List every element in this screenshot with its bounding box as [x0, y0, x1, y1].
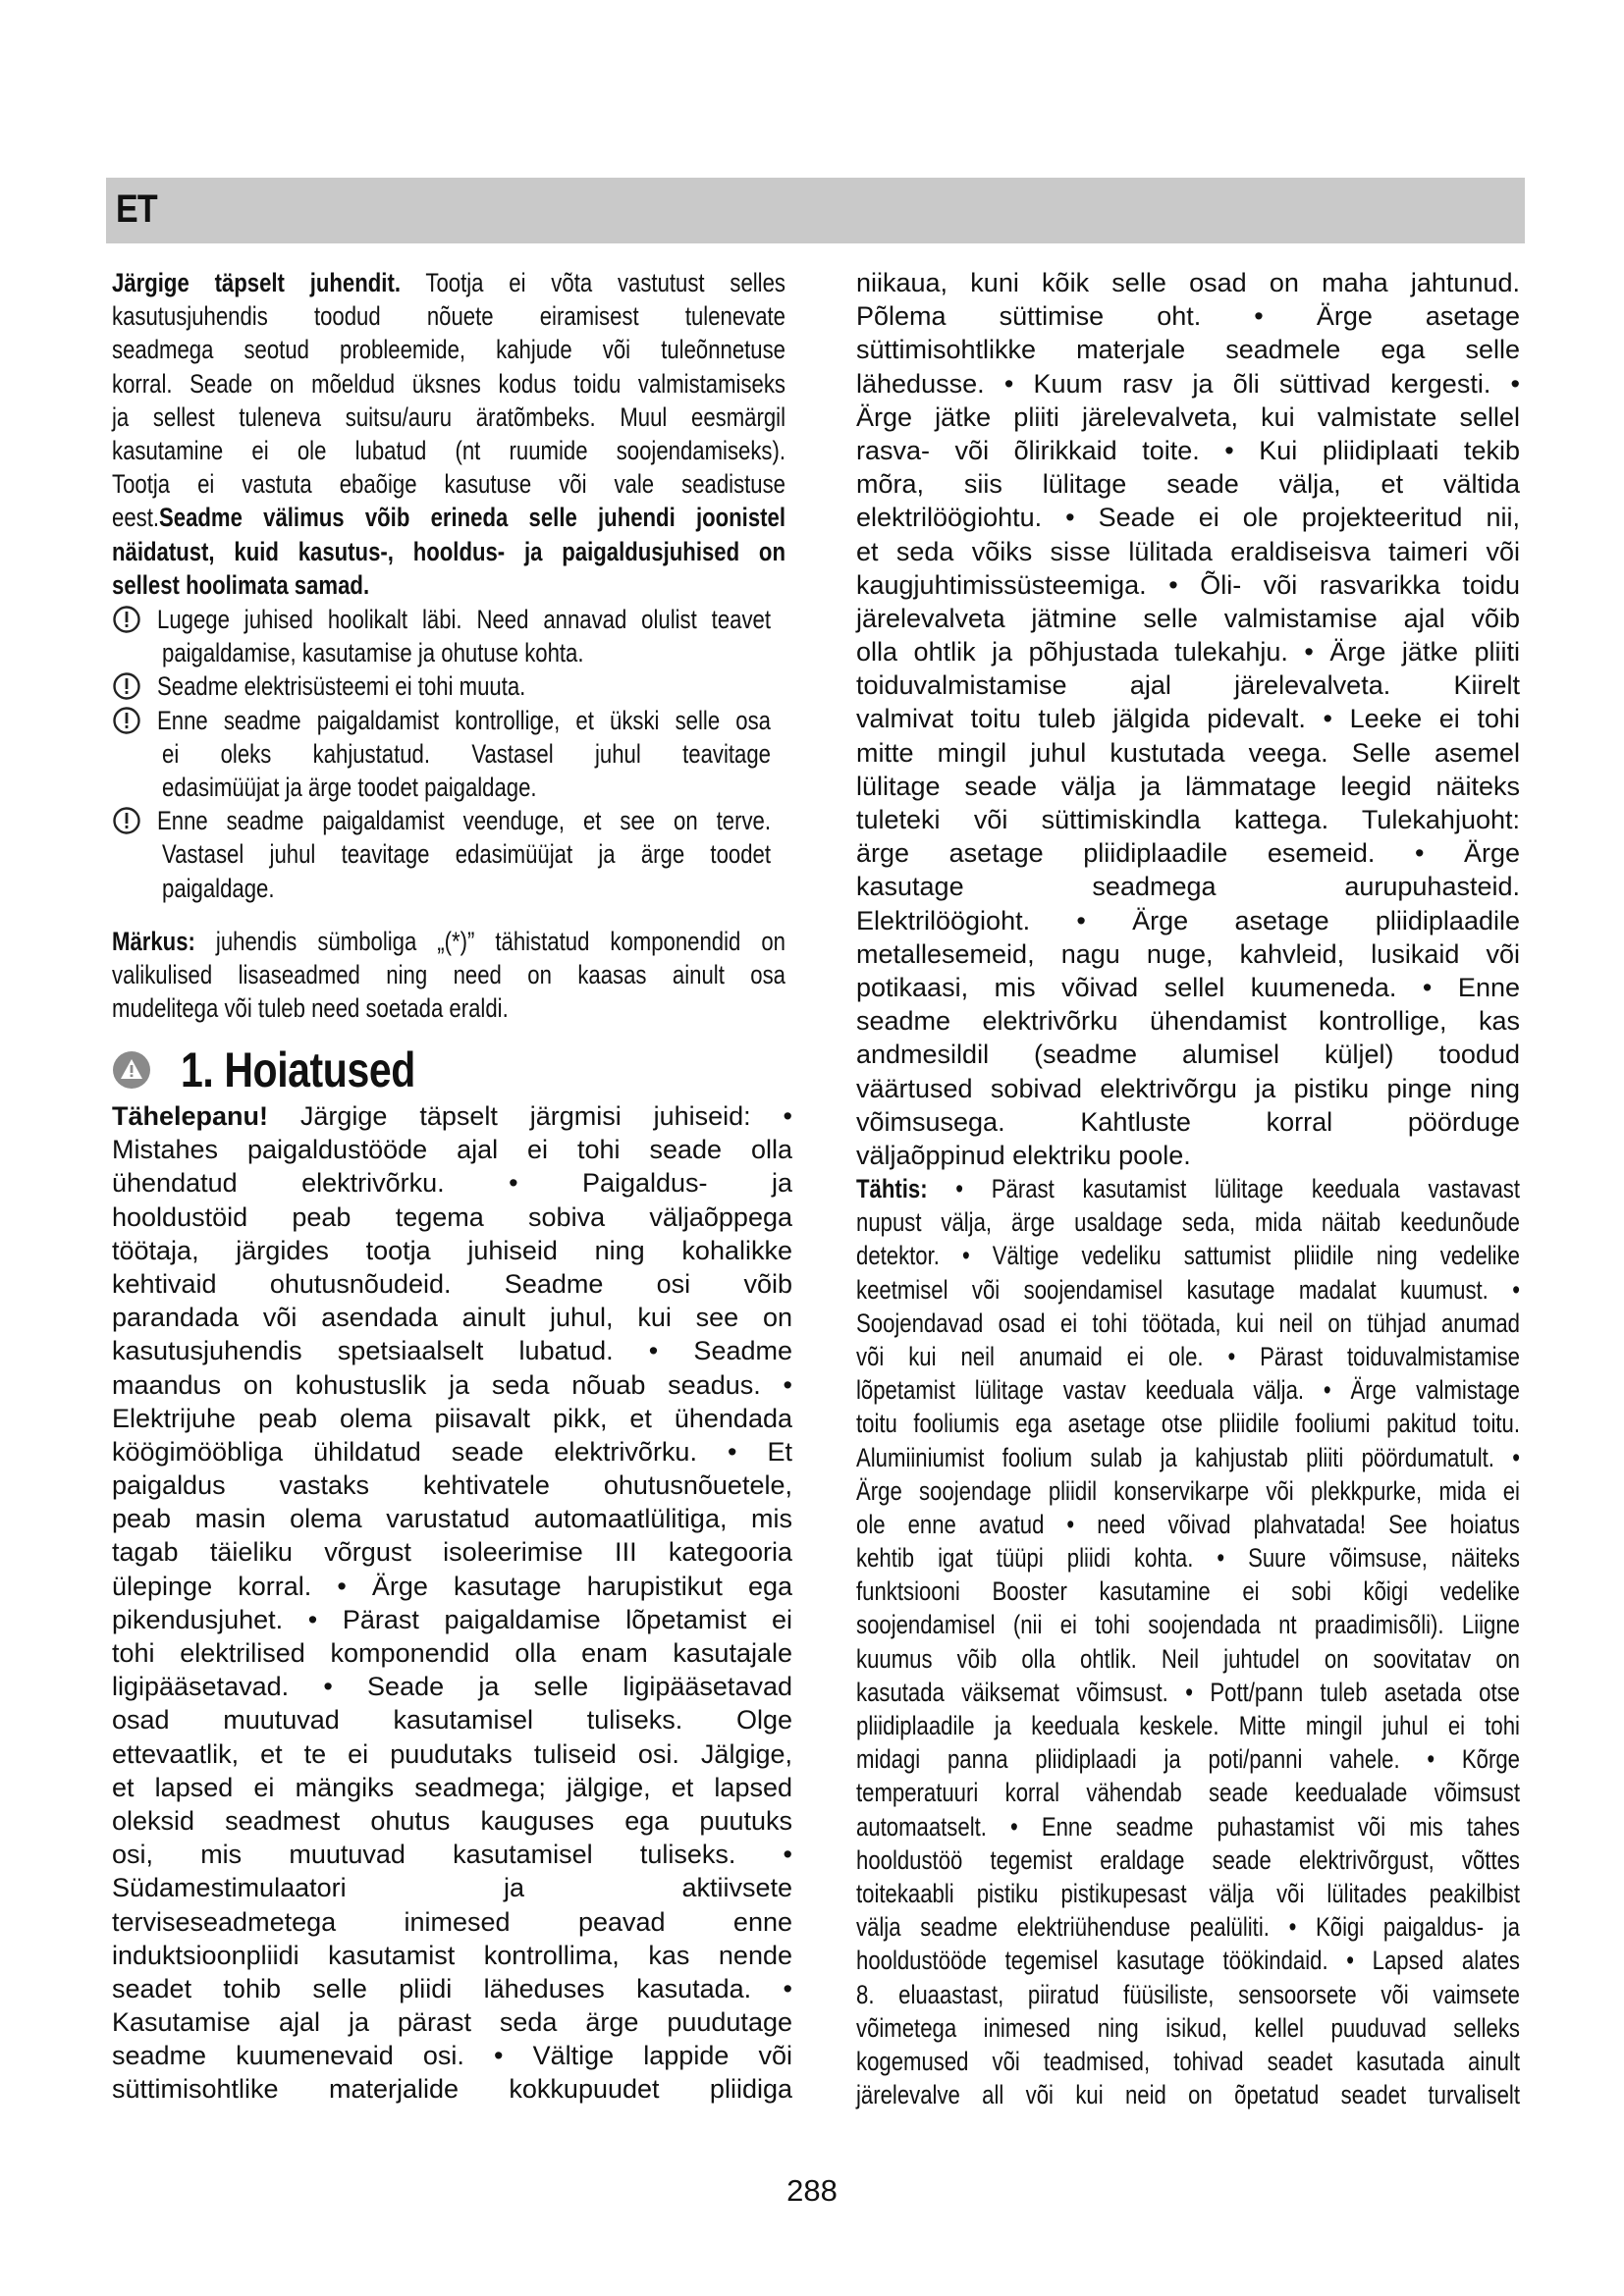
text: paigaldus vastaks kehtivatele ohutusnõuetele, — [112, 1470, 792, 1501]
text: töötaja, järgides tootja juhiseid ning kohalikke — [112, 1235, 792, 1265]
text: Järgige täpselt järgmisi juhiseid: • — [268, 1101, 792, 1131]
text: terviseseadmetega inimesed peavad enne — [112, 1906, 792, 1937]
text: seadmega seotud probleemide, kahjude või tuleõnnetuse — [112, 335, 785, 365]
text-line — [112, 1502, 792, 1535]
text: juhendis sümboliga „(*)” tähistatud komponendid on — [194, 927, 785, 956]
text: Enne seadme paigaldamist veenduge, et see on terve. — [157, 806, 771, 836]
text: ole enne avatud • need võivad plahvatada! See hoiatus — [856, 1509, 1520, 1539]
text-line — [856, 1373, 1520, 1407]
text: soojendamisel (nii ei tohi soojendada nt praadimisõli). Liigne — [856, 1610, 1520, 1640]
text-line — [856, 1676, 1520, 1709]
text: korral. Seade on mõeldud üksnes kodus toidu valmistamiseks — [112, 368, 785, 399]
text: kaugjuhtimissüsteemiga. • Õli- või rasvarikka toidu — [856, 569, 1520, 600]
text-line — [856, 266, 1520, 299]
text: paigaldamise, kasutamise ja ohutuse kohta. — [162, 638, 584, 668]
text: paigaldage. — [162, 873, 275, 903]
text: ja sellest tuleneva suitsu/auru äratõmbeks. Muul eesmärgil — [112, 401, 785, 432]
text-line — [856, 2078, 1520, 2111]
text: osad muutuvad kasutamisel tuliseks. Olge — [112, 1705, 792, 1735]
bold-text: Märkus: — [112, 927, 195, 956]
text-line — [112, 1570, 792, 1603]
text-line — [112, 299, 785, 333]
text-line — [112, 1099, 792, 1133]
text-line — [112, 1972, 792, 2005]
text: tagab täieliku võrgust isoleerimise III kategooria — [112, 1537, 792, 1568]
text: võimsusega. Kahtluste korral pöörduge — [856, 1106, 1520, 1137]
text-line — [856, 467, 1520, 501]
text: hooldustööde tegemisel kasutage töökindaid. • Lapsed alates — [856, 1946, 1520, 1976]
text: või kui neil anumaid ei ole. • Pärast toiduvalmistamise — [856, 1341, 1520, 1371]
text: parandada või asendada ainult juhul, kui see on — [112, 1303, 792, 1333]
text-line — [856, 1508, 1520, 1541]
text: Enne seadme paigaldamist kontrollige, et ükski selle osa — [157, 705, 771, 735]
text: lähedusse. • Kuum rasv ja õli süttivad kergesti. • — [856, 368, 1520, 399]
text-line — [112, 1737, 792, 1771]
text-line — [856, 1944, 1520, 1977]
text-line — [856, 1307, 1520, 1340]
text: midagi panna pliidiplaadi ja poti/panni vahele. • Kõrge — [856, 1744, 1520, 1775]
text: ligipääsetavad. • Seade ja selle ligipääsetavad — [112, 1672, 792, 1702]
note-item — [112, 669, 789, 703]
text-line — [112, 266, 785, 299]
text: järelevalveta jätmine selle valmistamise ajal võib — [856, 603, 1520, 633]
text-line — [856, 2011, 1520, 2045]
text-line — [112, 1603, 792, 1636]
text: et lapsed ei mängiks seadmega; jälgige, et lapsed — [112, 1772, 792, 1802]
text-line — [112, 1905, 792, 1939]
important-paragraph — [856, 1172, 1624, 2111]
text: lülitage seade välja ja lämmatage leegid näiteks — [856, 771, 1520, 801]
text-line — [856, 1038, 1520, 1071]
text-line — [112, 367, 785, 400]
text: valikulised lisaseadmed ning need on kaasas ainult osa — [112, 960, 785, 990]
text: mõra, siis lülitage seade välja, et vältida — [856, 469, 1520, 500]
text-line — [112, 925, 785, 958]
page-number: 288 — [786, 2173, 838, 2208]
text: pikendusjuhet. • Pärast paigaldamise lõpetamist ei — [112, 1604, 792, 1634]
text-line — [112, 434, 785, 467]
text: lõpetamist lülitage vastav keeduala välja. • Ärge valmistage — [856, 1375, 1520, 1406]
text: toitekaabli pistiku pistikupesast välja või lülitades peakilbist — [856, 1878, 1520, 1908]
text-line — [856, 668, 1520, 702]
exclamation-circle-icon — [112, 806, 141, 835]
text-line — [112, 501, 785, 534]
text: Tootja ei vastuta ebaõige kasutuse või vale seadistuse — [112, 469, 785, 500]
text: potikaasi, mis võivad sellel kuumeneda. • Enne — [856, 972, 1520, 1002]
text: tuleteki või süttimiskindla kattega. Tulekahjuoht: — [856, 805, 1520, 834]
text: väljaõppinud elektriku poole. — [856, 1140, 1191, 1170]
text-line — [856, 1541, 1520, 1575]
text-line — [112, 2072, 792, 2106]
text-line — [856, 937, 1520, 971]
warnings-body-continued — [856, 266, 1520, 1172]
exclamation-circle-icon — [112, 605, 141, 634]
text: järelevalve all või kui neid on õpetatud seadet turvaliselt — [856, 2080, 1520, 2110]
text: olla ohtlik ja põhjustada tulekahju. • Ärge jätke pliiti — [856, 637, 1520, 667]
language-code: ET — [116, 187, 157, 231]
bold-text: sellest hoolimata samad. — [112, 569, 370, 600]
text: peab masin olema varustatud automaatlülitiga, mis — [112, 1504, 792, 1534]
text: Kasutamise ajal ja pärast seda ärge puudutage — [112, 2007, 792, 2038]
note-item — [112, 704, 789, 805]
text-line — [112, 1771, 792, 1804]
text: välja seadme elektriühenduse pealüliti. • Kõigi paigaldus- ja — [856, 1912, 1520, 1943]
text: Tootja ei võta vastutust selles — [400, 268, 785, 297]
text: detektor. • Vältige vedeliku sattumist pliidile ning vedelike — [856, 1241, 1520, 1271]
text-line — [856, 1205, 1520, 1239]
text-line — [856, 770, 1520, 803]
text-line — [856, 602, 1520, 635]
text-line — [856, 702, 1520, 735]
text-line — [856, 535, 1520, 568]
text-line — [162, 636, 771, 669]
text-line — [856, 1139, 1520, 1172]
text: andmesildil (seadme alumisel küljel) toodud — [856, 1040, 1520, 1070]
text: süttimisohtlike materjalide kokkupuudet pliidiga — [112, 2074, 792, 2105]
text-line — [157, 704, 771, 737]
text-line — [856, 1642, 1520, 1676]
text: toiduvalmistamise ajal järelevalveta. Kiirelt — [856, 670, 1520, 701]
text: võimetega inimesed ning isikud, kellel puuduvad selleks — [856, 2012, 1520, 2043]
exclamation-circle-icon — [112, 671, 141, 701]
text-line — [112, 1368, 792, 1402]
text-line — [157, 603, 771, 636]
text: kehtib igat tüüpi pliidi kohta. • Suure võimsuse, näiteks — [856, 1543, 1520, 1574]
bold-text: näidatust, kuid kasutus-, hooldus- ja paigaldusjuhised on — [112, 536, 785, 566]
text-line — [856, 1742, 1520, 1776]
text-line — [112, 958, 785, 991]
text: ei oleks kahjustatud. Vastasel juhul teavitage — [162, 738, 771, 769]
section-title: 1. Hoiatused — [181, 1042, 415, 1097]
text-line — [162, 837, 771, 871]
text: et seda võiks sisse lülitada eraldiseisva taimeri või — [856, 536, 1520, 566]
text-line — [856, 1709, 1520, 1742]
text-line — [112, 1402, 792, 1435]
text: kuumus võib olla ohtlik. Neil juhtudel on soovitatav on — [856, 1643, 1520, 1674]
text: mudelitega või tuleb need soetada eraldi. — [112, 993, 509, 1024]
text-line — [856, 1239, 1520, 1272]
text-line — [112, 1435, 792, 1468]
text: tohi elektrilised komponendid olla enam kasutajale — [112, 1638, 792, 1668]
text: niikaua, kuni kõik selle osad on maha jahtunud. — [856, 268, 1520, 297]
text: kasutage seadmega aurupuhasteid. — [856, 872, 1520, 902]
text-line — [112, 991, 785, 1025]
text-line — [856, 904, 1520, 937]
text-line — [856, 299, 1520, 333]
text: toitu fooliumis ega asetage otse pliidile fooliumi pakitud toitu. — [856, 1409, 1520, 1439]
text-line — [856, 1441, 1520, 1474]
text-line — [856, 1978, 1520, 2011]
text-line — [112, 1468, 792, 1502]
text-line — [112, 1166, 792, 1200]
text: kasutusjuhendis spetsiaalselt lubatud. • Seadme — [112, 1336, 792, 1366]
text-line — [856, 1810, 1520, 1843]
text: seadme elektrivõrku ühendamist kontrollige, kas — [856, 1006, 1520, 1037]
intro-paragraph — [112, 266, 934, 602]
text: kasutusjuhendis toodud nõuete eiramisest tulenevate — [112, 301, 785, 332]
text: Mistahes paigaldustööde ajal ei tohi seade olla — [112, 1135, 792, 1165]
text-line — [112, 1703, 792, 1736]
text-line — [112, 1838, 792, 1871]
text: ühendatud elektrivõrku. • Paigaldus- ja — [112, 1168, 792, 1199]
text-line — [112, 333, 785, 366]
text: Ärge soojendage pliidil konservikarpe või plekkpurke, mida ei — [856, 1475, 1520, 1506]
text-line — [856, 1910, 1520, 1944]
text: Südamestimulaatori ja aktiivsete — [112, 1873, 792, 1903]
text-line — [162, 771, 771, 804]
text: rasva- või õlirikkaid toite. • Kui pliidiplaati tekib — [856, 435, 1520, 465]
text: Elektrijuhe peab olema piisavalt pikk, et ühendada — [112, 1403, 792, 1433]
text-line — [856, 2045, 1520, 2078]
text: kehtivaid ohutusnõudeid. Seadme osi võib — [112, 1268, 792, 1299]
text-line — [856, 1172, 1520, 1205]
section-heading — [112, 1039, 466, 1101]
text: seadet tohib selle pliidi läheduses kasutada. • — [112, 1973, 792, 2003]
text: Elektrilöögioht. • Ärge asetage pliidiplaadile — [856, 905, 1520, 935]
text: ärge asetage pliidiplaadile esemeid. • Ärge — [856, 838, 1520, 869]
text-line — [112, 535, 785, 568]
text-line — [856, 501, 1520, 534]
text-line — [112, 568, 785, 602]
language-header-bar — [106, 178, 1525, 243]
text-line — [856, 1843, 1520, 1877]
text-line — [856, 1877, 1520, 1910]
text-line — [112, 400, 785, 434]
text: elektrilöögiohtu. • Seade ei ole projekteeritud nii, — [856, 503, 1520, 533]
text: hooldustöid peab tegema sobiva väljaõppega — [112, 1201, 792, 1232]
bold-text: Tähtis: — [856, 1174, 928, 1203]
exclamation-circle-icon — [112, 706, 141, 735]
text: ülepinge korral. • Ärge kasutage harupistikut ega — [112, 1571, 792, 1601]
text: valmivat toitu tuleb jälgida pidevalt. • Leeke ei tohi — [856, 704, 1520, 734]
text: Seadme elektrisüsteemi ei tohi muuta. — [157, 671, 526, 702]
text-line — [112, 1301, 792, 1334]
text: induktsioonpliidi kasutamist kontrollima, kas nende — [112, 1940, 792, 1970]
text: 8. eluaastast, piiratud füüsiliste, sensoorsete või vaimsete — [856, 1979, 1520, 2009]
text-line — [112, 1133, 792, 1166]
text-line — [856, 1072, 1520, 1105]
text: ettevaatlik, et te ei puudutaks tuliseid osi. Jälgige, — [112, 1738, 792, 1769]
text-line — [112, 1535, 792, 1569]
text: • Pärast kasutamist lülitage keeduala vastavast — [927, 1174, 1520, 1203]
text-line — [157, 669, 771, 703]
text-line — [856, 1575, 1520, 1608]
text-line — [162, 872, 771, 905]
text-line — [112, 1267, 792, 1301]
text: kasutada väiksemat võimsust. • Pott/pann tuleb asetada otse — [856, 1677, 1520, 1707]
text: kasutamine ei ole lubatud (nt ruumide soojendamiseks). — [112, 435, 785, 465]
text: oleksid seadmest ohutus kauguses ega puutuks — [112, 1805, 792, 1836]
note-item — [112, 804, 789, 905]
text-line — [856, 333, 1520, 366]
text: Vastasel juhul teavitage edasimüüjat ja ärge toodet — [162, 839, 771, 870]
text-line — [856, 870, 1520, 903]
text-line — [112, 2005, 792, 2039]
text-line — [856, 836, 1520, 870]
text: eest. — [112, 503, 160, 533]
text-line — [112, 1670, 792, 1703]
remark-paragraph — [112, 925, 934, 1026]
text: automaatselt. • Enne seadme puhastamist või mis tahes — [856, 1811, 1520, 1842]
text: pliidiplaadile ja keeduala keskele. Mitte mingil juhul ei tohi — [856, 1711, 1520, 1740]
text: väärtused sobivad elektrivõrgu ja pistiku pinge ning — [856, 1073, 1520, 1103]
text-line — [112, 1201, 792, 1234]
text-line — [112, 1871, 792, 1904]
text-line — [856, 1474, 1520, 1508]
text: maandus on kohustuslik ja seda nõuab seadus. • — [112, 1369, 792, 1400]
text-line — [112, 1939, 792, 1972]
text: Soojendavad osad ei tohi töötada, kui neil on tühjad anumad — [856, 1308, 1520, 1338]
text-line — [856, 1776, 1520, 1809]
text-line — [162, 737, 771, 771]
text-line — [856, 400, 1520, 434]
text: edasimüüjat ja ärge toodet paigaldage. — [162, 772, 537, 802]
text: keetmisel või soojendamisel kasutage madalat kuumust. • — [856, 1274, 1520, 1305]
text-line — [856, 1105, 1520, 1139]
text-line — [856, 736, 1520, 770]
text-line — [856, 635, 1520, 668]
text-line — [112, 1804, 792, 1838]
text-line — [856, 1273, 1520, 1307]
text-line — [112, 1234, 792, 1267]
text: osi, mis muutuvad kasutamisel tuliseks. • — [112, 1840, 792, 1870]
text-line — [112, 1334, 792, 1367]
text-line — [856, 1004, 1520, 1038]
text: süttimisohtlikke materjale seadmele ega selle — [856, 335, 1520, 365]
warnings-body — [112, 1099, 792, 2107]
bold-text: Seadme välimus võib erineda selle juhendi joonistel — [159, 503, 785, 533]
text: köögimööbliga ühildatud seade elektrivõrku. • Et — [112, 1436, 792, 1467]
text-line — [112, 467, 785, 501]
text: metallesemeid, nagu nuge, kahvleid, lusikaid või — [856, 938, 1520, 969]
text-line — [856, 1608, 1520, 1641]
text-line — [856, 803, 1520, 836]
text-line — [856, 1340, 1520, 1373]
text: Ärge jätke pliiti järelevalveta, kui valmistate sellel — [856, 401, 1520, 432]
text-line — [856, 568, 1520, 602]
bold-text: Tähelepanu! — [112, 1101, 269, 1131]
text-line — [856, 1407, 1520, 1440]
text: Põlema süttimise oht. • Ärge asetage — [856, 301, 1520, 332]
text-line — [112, 2039, 792, 2072]
text: Alumiiniumist foolium sulab ja kahjustab pliiti pöördumatult. • — [856, 1442, 1520, 1472]
bold-text: Järgige täpselt juhendit. — [112, 268, 401, 297]
text: nupust välja, ärge usaldage seda, mida näitab keedunõude — [856, 1207, 1520, 1238]
text-line — [856, 971, 1520, 1004]
text: kogemused või teadmised, tohivad seadet kasutada ainult — [856, 2046, 1520, 2076]
notes-list — [112, 603, 789, 905]
text: temperatuuri korral vähendab seade keedualade võimsust — [856, 1778, 1520, 1808]
note-item — [112, 603, 789, 669]
text: funktsiooni Booster kasutamine ei sobi kõigi vedelike — [856, 1576, 1520, 1607]
warning-icon — [112, 1050, 151, 1090]
text: seadme kuumenevaid osi. • Vältige lappide või — [112, 2041, 792, 2071]
text: mitte mingil juhul kustutada veega. Selle asemel — [856, 737, 1520, 768]
text-line — [856, 434, 1520, 467]
text-line — [157, 804, 771, 837]
text: Lugege juhised hoolikalt läbi. Need annavad olulist teavet — [157, 605, 771, 634]
text-line — [856, 367, 1520, 400]
text: hooldustöö tegemist eraldage seade elektrivõrgust, võttes — [856, 1844, 1520, 1875]
text-line — [112, 1636, 792, 1670]
